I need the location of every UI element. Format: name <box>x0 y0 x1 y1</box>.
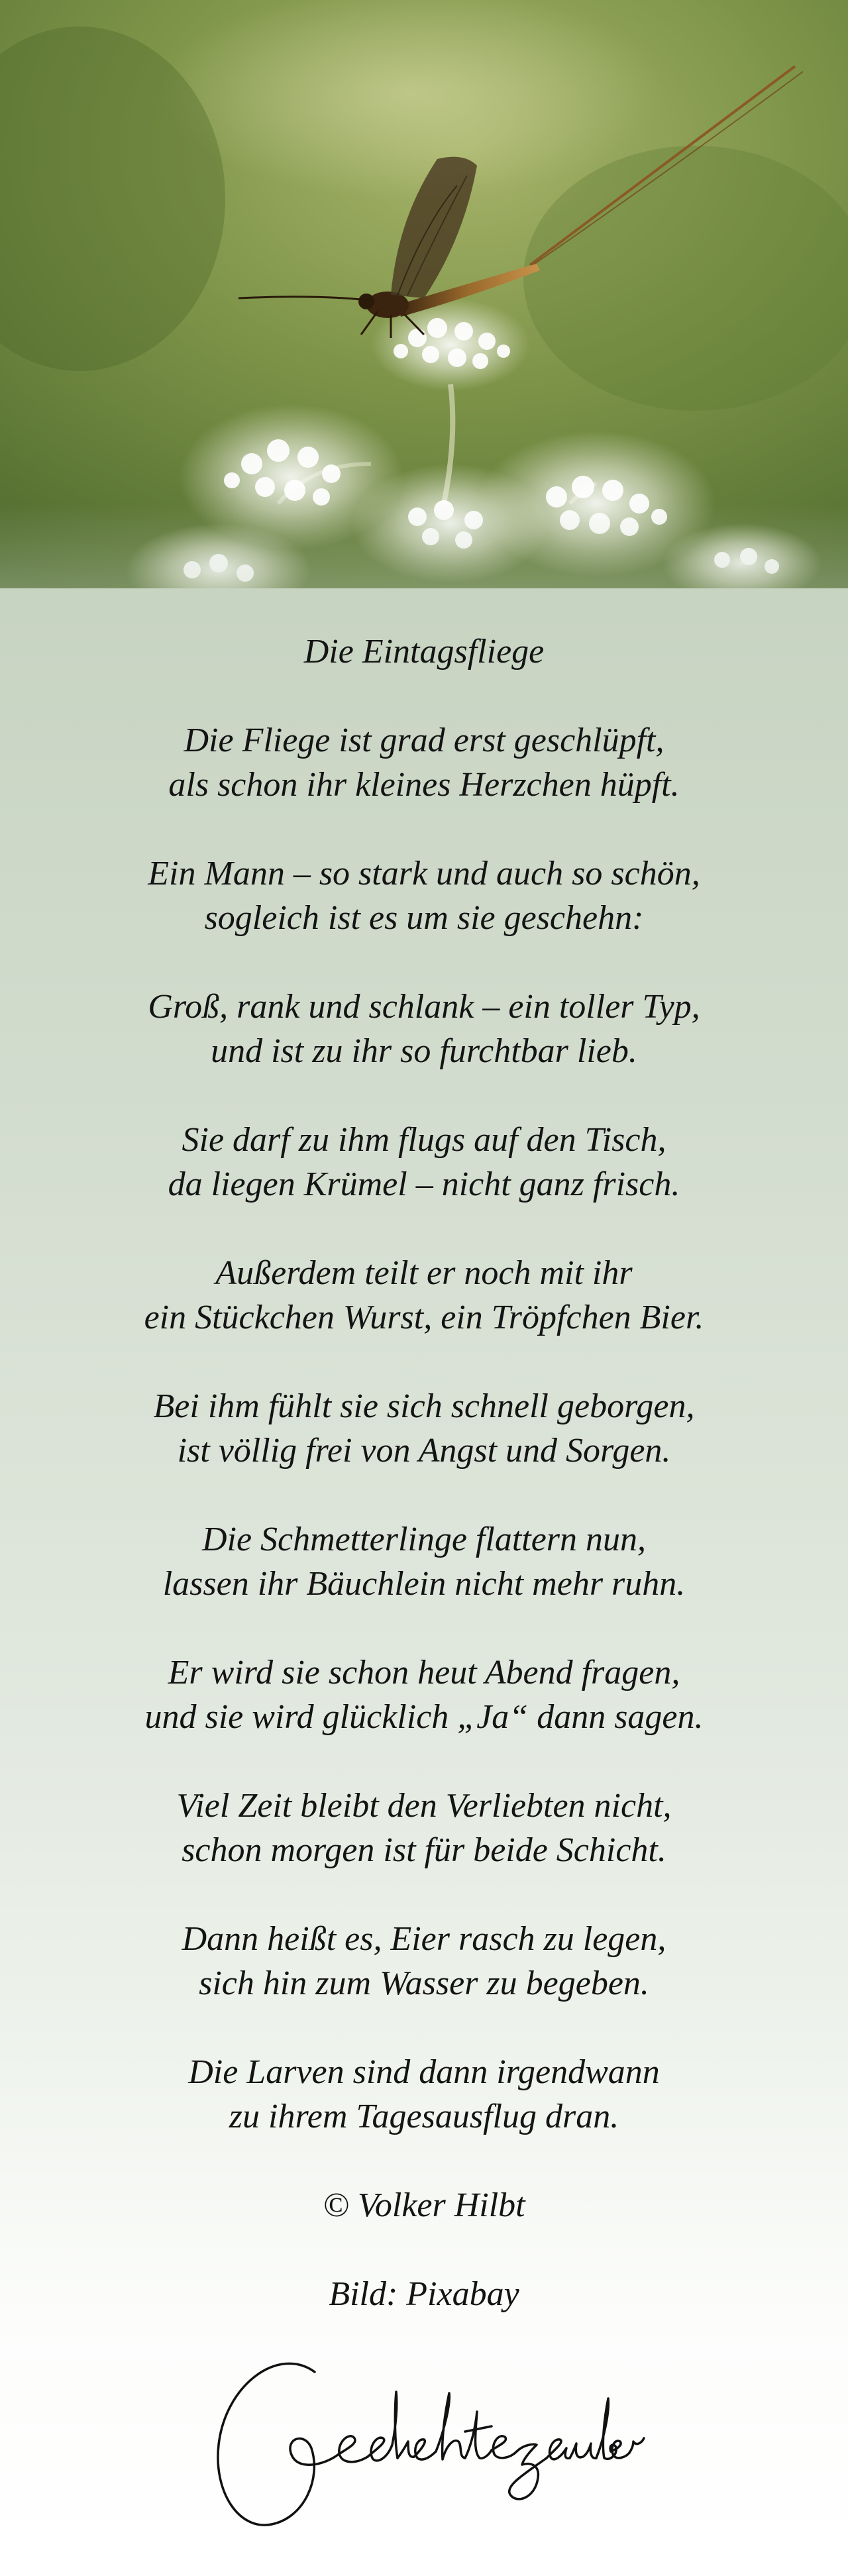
stanza <box>0 1784 848 1872</box>
poem-line: Sie darf zu ihm flugs auf den Tisch, <box>182 1121 666 1159</box>
poem-line: Die Schmetterlinge flattern nun, <box>201 1521 647 1558</box>
poem-line: lassen ihr Bäuchlein nicht mehr ruhn. <box>162 1565 686 1603</box>
stanza <box>0 1384 848 1473</box>
poem-line: schon morgen ist für beide Schicht. <box>182 1831 666 1869</box>
stanza <box>0 718 848 807</box>
poem-line: Bei ihm fühlt sie sich schnell geborgen, <box>153 1387 695 1425</box>
poem-line: sogleich ist es um sie geschehn: <box>204 899 644 937</box>
poem-line: Außerdem teilt er noch mit ihr <box>215 1254 633 1292</box>
poem-title: Die Eintagsfliege <box>303 633 545 671</box>
poem-line: als schon ihr kleines Herzchen hüpft. <box>168 766 680 804</box>
stanza <box>0 1650 848 1739</box>
signature-logo-graphic <box>199 2332 649 2544</box>
stanza <box>0 2050 848 2139</box>
poem-line: Er wird sie schon heut Abend fragen, <box>168 1654 680 1691</box>
stanza <box>0 1118 848 1207</box>
gedichtezauber-logo <box>199 2332 649 2544</box>
stanza <box>0 1517 848 1606</box>
poem-line: zu ihrem Tagesausflug dran. <box>229 2098 619 2135</box>
poem-line: und ist zu ihr so furchtbar lieb. <box>211 1032 637 1070</box>
poem-line: sich hin zum Wasser zu begeben. <box>199 1964 649 2002</box>
stanza <box>0 851 848 940</box>
stanza <box>0 1251 848 1340</box>
stanza <box>0 1917 848 2006</box>
poem-line: Groß, rank und schlank – ein toller Typ, <box>148 988 700 1026</box>
poem-line: ein Stückchen Wurst, ein Tröpfchen Bier. <box>144 1299 704 1336</box>
mayfly-photo <box>0 0 848 588</box>
poem-line: Die Fliege ist grad erst geschlüpft, <box>184 722 664 759</box>
poem-line: Viel Zeit bleibt den Verliebten nicht, <box>176 1787 672 1825</box>
poem <box>0 629 848 2361</box>
image-credit: Bild: Pixabay <box>329 2275 519 2313</box>
poem-line: Ein Mann – so stark und auch so schön, <box>148 855 700 892</box>
poem-line: und sie wird glücklich „Ja“ dann sagen. <box>144 1698 704 1736</box>
poem-line: Dann heißt es, Eier rasch zu legen, <box>182 1920 666 1958</box>
poem-line: da liegen Krümel – nicht ganz frisch. <box>168 1165 680 1203</box>
poem-line: ist völlig frei von Angst und Sorgen. <box>177 1432 671 1470</box>
poem-line: Die Larven sind dann irgendwann <box>188 2053 660 2091</box>
author-credit: © Volker Hilbt <box>323 2186 525 2224</box>
stanza <box>0 985 848 1073</box>
